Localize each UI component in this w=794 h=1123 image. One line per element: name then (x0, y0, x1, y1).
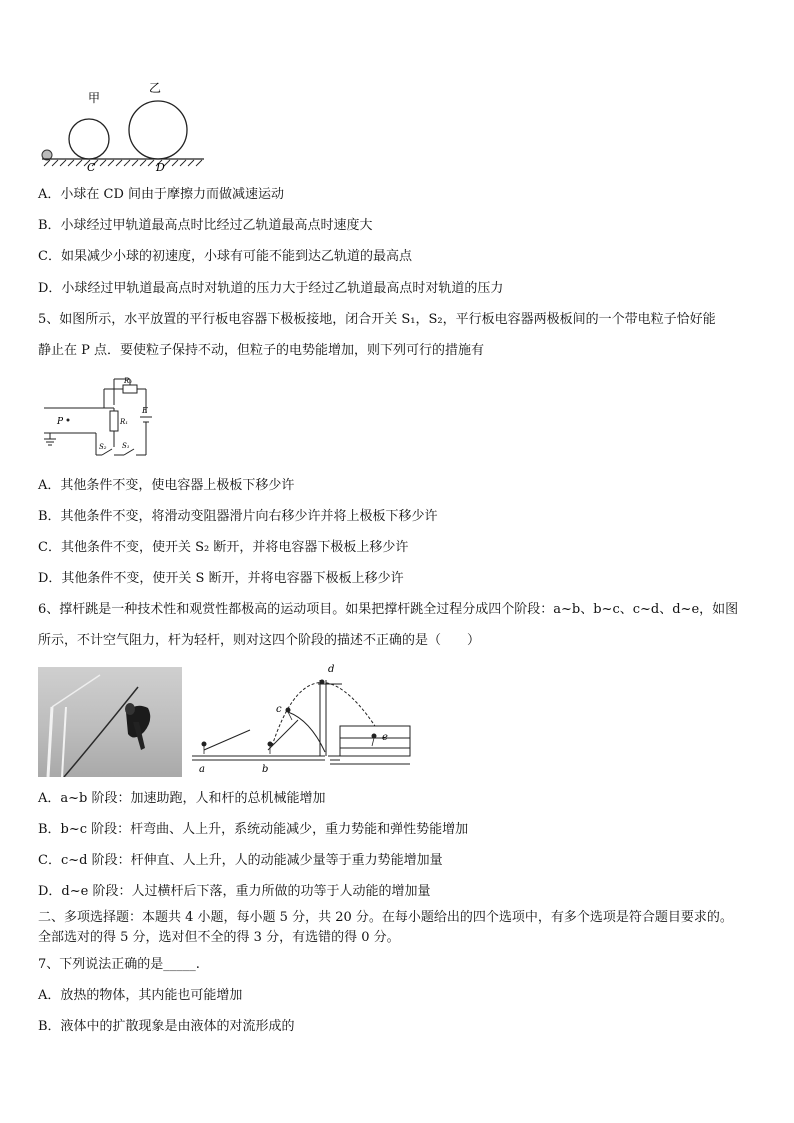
q5-option-a: A．其他条件不变，使电容器上极板下移少许 (38, 478, 295, 493)
track-yi (129, 101, 187, 159)
trajectory (272, 683, 375, 746)
label-a: a (199, 764, 205, 775)
label-c: C (87, 161, 96, 173)
label-b: b (262, 764, 269, 775)
pole-c (288, 712, 325, 752)
q5-option-d: D．其他条件不变，使开关 S 断开，并将电容器下极板上移少许 (38, 571, 404, 586)
q6-option-b: B．b~c 阶段：杆弯曲、人上升，系统动能减少，重力势能和弹性势能增加 (38, 822, 469, 837)
label-yi: 乙 (149, 81, 162, 95)
label-d: d (328, 664, 335, 675)
q7-option-b: B．液体中的扩散现象是由液体的对流形成的 (38, 1019, 295, 1034)
q6-option-c: C．c~d 阶段：杆伸直、人上升，人的动能减少量等于重力势能增加量 (38, 853, 443, 868)
label-s1: S₁ (122, 442, 130, 450)
label-p: P (57, 417, 64, 427)
q6-stem-line2: 所示，不计空气阻力，杆为轻杆，则对这四个阶段的描述不正确的是（ ） (38, 633, 481, 648)
q5-stem-line1: 5、如图所示，水平放置的平行板电容器下极板接地，闭合开关 S₁，S₂，平行板电容器两极板间的一个带电粒子恰好能 (38, 312, 716, 327)
label-s2: S₂ (99, 443, 107, 451)
q5-stem-line2: 静止在 P 点．要使粒子保持不动，但粒子的电势能增加，则下列可行的措施有 (38, 343, 485, 358)
pole-vault-photo (38, 667, 182, 777)
q5-option-b: B．其他条件不变，将滑动变阻器滑片向右移少许并将上极板下移少许 (38, 509, 438, 524)
track-jia (69, 119, 109, 159)
q7-stem: 7、下列说法正确的是_____. (38, 957, 200, 972)
label-e: E (142, 406, 148, 415)
q6-phase-diagram (190, 660, 415, 780)
landing-pit (340, 726, 410, 756)
q4-option-b: B．小球经过甲轨道最高点时比经过乙轨道最高点时速度大 (38, 218, 373, 233)
label-e: e (382, 732, 388, 743)
section2-heading-line1: 二、多项选择题：本题共 4 小题，每小题 5 分，共 20 分。在每小题给出的四个选项中，有多个选项是符合题目要求的。 (38, 910, 733, 925)
q6-stem-line1: 6、撑杆跳是一种技术性和观赏性都极高的运动项目。如果把撑杆跳全过程分成四个阶段：a~b、b~c、c~d、d~e，如图 (38, 602, 739, 617)
q5-option-c: C．其他条件不变，使开关 S₂ 断开，并将电容器下极板上移少许 (38, 540, 409, 555)
label-r1: R₁ (120, 418, 129, 426)
label-r2: R₂ (124, 377, 133, 385)
pole-a (204, 730, 250, 750)
q4-option-d: D．小球经过甲轨道最高点时对轨道的压力大于经过乙轨道最高点时对轨道的压力 (38, 281, 504, 296)
q5-circuit-figure (38, 375, 158, 465)
q4-option-a: A．小球在 CD 间由于摩擦力而做减速运动 (38, 187, 285, 202)
label-c: c (276, 704, 282, 715)
label-jia: 甲 (88, 91, 101, 105)
q7-option-a: A．放热的物体，其内能也可能增加 (38, 988, 243, 1003)
section2-heading-line2: 全部选对的得 5 分，选对但不全的得 3 分，有选错的得 0 分。 (38, 930, 400, 945)
q6-option-a: A．a~b 阶段：加速助跑，人和杆的总机械能增加 (38, 791, 326, 806)
label-d: D (156, 161, 165, 173)
q4-track-figure (38, 78, 208, 173)
q4-option-c: C．如果减少小球的初速度，小球有可能不能到达乙轨道的最高点 (38, 249, 412, 264)
resistor-r2 (123, 385, 137, 393)
particle-p (67, 419, 70, 422)
q6-option-d: D．d~e 阶段：人过横杆后下落，重力所做的功等于人动能的增加量 (38, 884, 431, 899)
resistor-r1 (110, 411, 118, 431)
